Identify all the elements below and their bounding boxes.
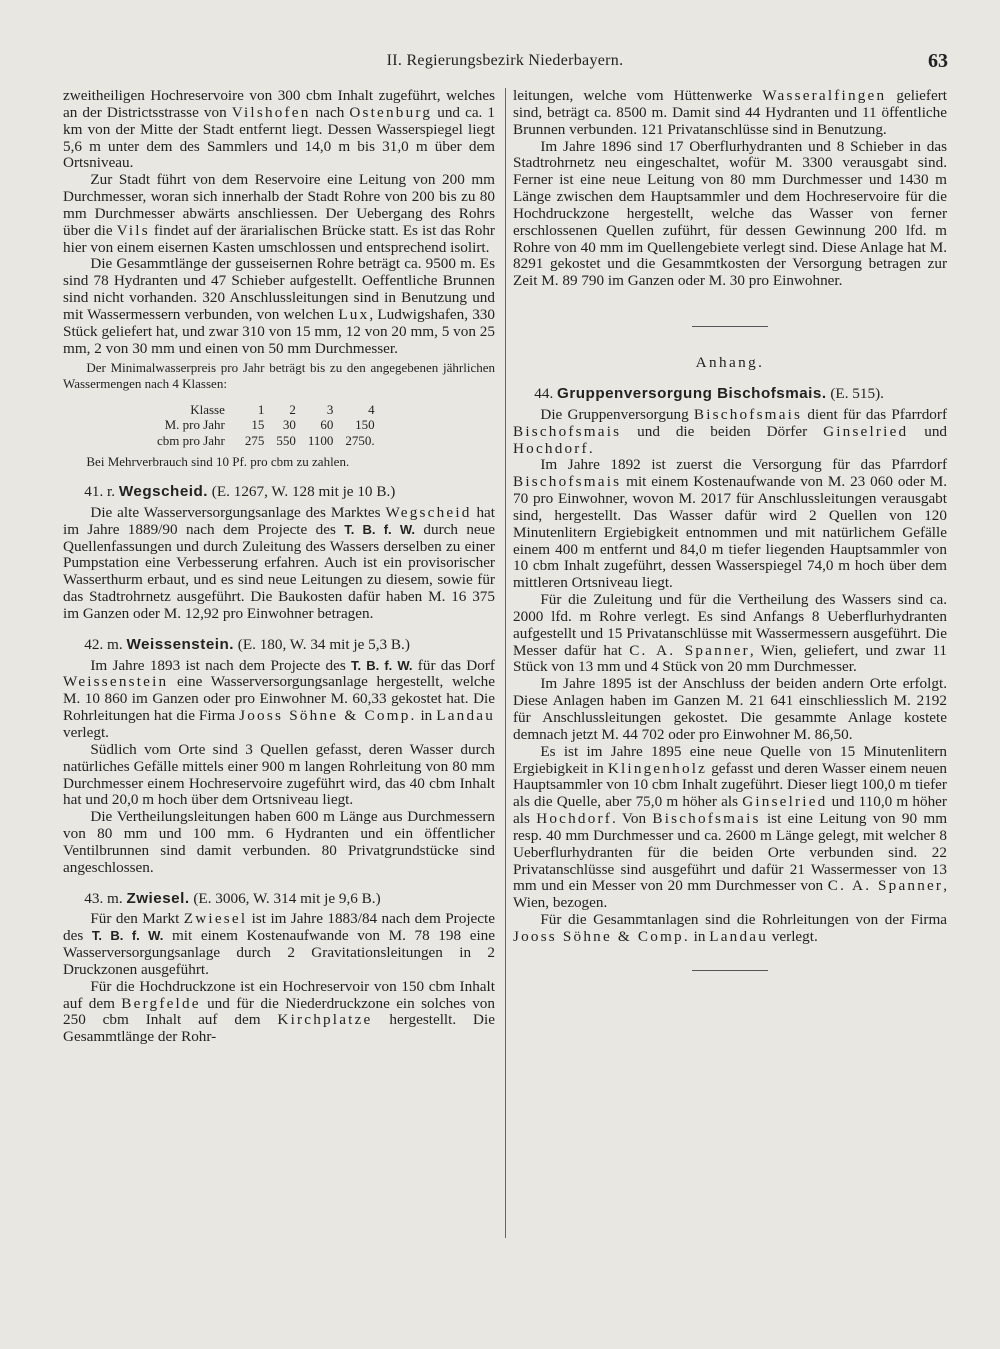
table-row <box>151 417 381 433</box>
table-cell: 4 <box>368 401 375 417</box>
tariff-note: Der Minimalwasserpreis pro Jahr beträgt bis zu den angegebenen jährlichen Wassermengen nach 4 Klassen: <box>63 359 495 391</box>
table-cell: Klasse <box>190 401 225 417</box>
table-row <box>151 433 381 449</box>
right-column <box>513 88 947 999</box>
table-cell: 30 <box>282 417 296 432</box>
table-cell: 2 <box>289 401 296 417</box>
paragraph: zweitheiligen Hochreservoire von 300 cbm Inhalt zugeführt, welches an der Districtsstrasse von Vilshofen nach Ostenburg und ca. 1 km von der Mitte der Stadt entfernt liegt. Dessen Wasserspiegel liegt 5,6 m unter dem des Sammlers und 14,0 m bis 31,0 m über dem Ortsniveau. <box>63 87 496 172</box>
table-cell: 550 <box>276 432 296 448</box>
paragraph: Die Vertheilungsleitungen haben 600 m Länge aus Durchmessern von 80 mm und 100 mm. 6 Hydranten und ein öffentlicher Ventilbrunnen sind damit verbunden. 80 Privatgrundstücke sind angeschlossen. <box>63 808 495 876</box>
table-cell: 60 <box>320 417 334 432</box>
page-header <box>62 50 948 76</box>
section-heading-44: 44. Gruppenversorgung Bischofsmais. (E. 515). <box>534 384 884 402</box>
table-cell: 150 <box>355 417 375 432</box>
left-column <box>63 88 495 1046</box>
page-number: 63 <box>928 50 948 72</box>
section-rule <box>692 326 768 327</box>
paragraph: Für den Markt Zwiesel ist im Jahre 1883/84 nach dem Projecte des T. B. f. W. mit einem Kostenaufwande von M. 78 198 eine Wasserversorgungsanlage durch 2 Gravitationsleitungen in 2 Druckzonen ausgeführt. <box>63 910 495 978</box>
table-row <box>151 402 381 418</box>
table-cell: M. pro Jahr <box>164 417 225 432</box>
paragraph: Im Jahre 1892 ist zuerst die Versorgung für das Pfarrdorf Bischofsmais mit einem Kostenaufwande von M. 23 060 oder M. 70 pro Einwohner, wovon M. 2017 für Anschlussleitungen verausgabt sind, hergestellt. Das Wasser dafür wird 2 Quellen von 120 Minutenlitern Ergiebigkeit entnommen und mit natürlichem Gefälle einem 400 m entfernt und 84,0 m tiefer liegenden Hauptsammler von 10 cbm Inhalt zugeführt, dessen Wasserspiegel 74,0 m hoch über dem mittleren Ortsniveau liegt. <box>513 456 947 592</box>
paragraph: Im Jahre 1895 ist der Anschluss der beiden andern Orte erfolgt. Diese Anlagen haben im Ganzen M. 21 641 einschliesslich M. 2192 für Anschlussleitungen gekostet. Die gesammte Anlage kostete demnach jetzt M. 44 702 oder pro Einwohner M. 86,50. <box>513 675 947 743</box>
tariff-note: Bei Mehrverbrauch sind 10 Pf. pro cbm zu zahlen. <box>86 454 350 469</box>
paragraph: Für die Hochdruckzone ist ein Hochreservoir von 150 cbm Inhalt auf dem Bergfelde und für die Niederdruckzone ein solches von 250 cbm Inhalt auf dem Kirchplatze hergestellt. Die Gesammtlänge der Rohr- <box>63 977 495 1046</box>
paragraph: Die alte Wasserversorgungsanlage des Marktes Wegscheid hat im Jahre 1889/90 nach dem Projecte des T. B. f. W. durch neue Quellenfassungen und durch Zuleitung des Wassers derselben zu einer Pumpstation eine Verbesserung erfahren. Auch ist ein provisorischer Wasserthurm erbaut, und es sind neue Leitungen zu diesem, sowie für das Stadtrohrnetz ausgeführt. Die Baukosten dafür haben M. 16 375 im Ganzen oder M. 12,92 pro Einwohner betragen. <box>63 503 495 622</box>
section-heading-43: 43. m. Zwiesel. (E. 3006, W. 314 mit je 9,6 B.) <box>84 889 381 907</box>
running-head: II. Regierungsbezirk Niederbayern. <box>386 52 624 69</box>
tariff-table <box>151 402 381 449</box>
table-cell: 2750. <box>345 432 375 448</box>
table-cell: 3 <box>326 401 334 417</box>
paragraph: Für die Zuleitung und für die Vertheilung des Wassers sind ca. 2000 lfd. m Rohre verlegt. Es sind Anfangs 8 Ueberflurhydranten aufgestellt und 15 Privatanschlüsse mit Wassermessern ausgeführt. Die Messer dafür hat C. A. Spanner, Wien, geliefert, und zwar 11 Stück von 13 mm und 4 Stück von 20 mm Durchmesser. <box>513 591 947 676</box>
table-cell: 275 <box>244 432 265 448</box>
paragraph: leitungen, welche vom Hüttenwerke Wasseralfingen geliefert sind, beträgt ca. 8500 m. Damit sind 44 Hydranten und 11 öffentliche Brunnen verbunden. 121 Privatanschlüsse sind in Benutzung. <box>513 87 947 138</box>
paragraph: Im Jahre 1893 ist nach dem Projecte des T. B. f. W. für das Dorf Weissenstein eine Wasserversorgungsanlage hergestellt, welche M. 10 860 im Ganzen oder pro Einwohner M. 60,33 gekostet hat. Die Rohrleitungen hat die Firma Jooss Söhne & Comp. in Landau verlegt. <box>63 656 495 741</box>
section-heading-41: 41. r. Wegscheid. (E. 1267, W. 128 mit je 10 B.) <box>84 483 396 500</box>
paragraph: Die Gesammtlänge der gusseisernen Rohre beträgt ca. 9500 m. Es sind 78 Hydranten und 47 Schieber aufgestellt. Oeffentliche Brunnen sind nicht vorhanden. 320 Anschlussleitungen sind in Benutzung und mit Wassermessern verbunden, von welchen Lux, Ludwigshafen, 330 Stück geliefert hat, und zwar 310 von 15 mm, 12 von 20 mm, 5 von 25 mm, 2 von 30 mm und einen von 50 mm Durchmesser. <box>63 255 495 357</box>
table-cell: 15 <box>251 417 265 432</box>
section-heading-42: 42. m. Weissenstein. (E. 180, W. 34 mit je 5,3 B.) <box>84 635 410 653</box>
paragraph: Südlich vom Orte sind 3 Quellen gefasst, deren Wasser durch natürliches Gefälle mittels einer 900 m langen Rohrleitung von 80 mm Durchmesser einem Hochreservoire zugeführt wird, das 40 cbm Inhalt hat und 20,0 m hoch über dem Ortsniveau liegt. <box>63 740 495 809</box>
table-cell: 1100 <box>307 432 334 448</box>
paragraph: Es ist im Jahre 1895 eine neue Quelle von 15 Minutenlitern Ergiebigkeit in Klingenholz gefasst und deren Wasser einem neuen Hauptsammler von 10 cbm Inhalt zugeführt. Dieser liegt 100,0 m tiefer als die Quelle, aber 75,0 m höher als Ginselried und 110,0 m höher als Hochdorf. Von Bischofsmais ist eine Leitung von 90 mm resp. 40 mm Durchmesser und ca. 2600 m Länge gelegt, mit welcher 8 Ueberflurhydranten für die beiden Orte verbunden sind. 22 Privatanschlüsse sind ausgeführt und dafür 21 Wassermesser von 13 mm und ein Messer von 20 mm Durchmesser von C. A. Spanner, Wien, bezogen. <box>513 742 948 912</box>
column-divider <box>505 88 506 1238</box>
paragraph: Zur Stadt führt von dem Reservoire eine Leitung von 200 mm Durchmesser, woran sich innerhalb der Stadt Rohre von 200 bis zu 80 mm Durchmesser abwärts anschliessen. Der Uebergang des Rohrs über die Vils findet auf der ärarialischen Brücke statt. Es ist das Rohr hier von einem eisernen Kasten umschlossen und entsprechend isolirt. <box>63 171 495 256</box>
appendix-heading: Anhang. <box>695 354 765 372</box>
end-rule <box>692 970 768 971</box>
paragraph: Im Jahre 1896 sind 17 Oberflurhydranten und 8 Schieber in das Stadtrohrnetz neu eingeschaltet, wofür M. 3300 verausgabt sind. Ferner ist eine neue Leitung von 80 mm Durchmesser und 1430 m Länge zwischen dem Hauptsammler und dem Hochreservoire für die Hochdruckzone hergestellt, welche das Wasser von ferner erschlossenen Quellen zuführt, für dessen Gewinnung 200 lfd. m Rohre von 40 mm im Quellengebiete verlegt sind. Diese Anlage hat M. 8291 gekostet und die Gesammtkosten der Versorgung betragen zur Zeit M. 89 790 im Ganzen oder M. 30 pro Einwohner. <box>513 137 947 290</box>
paragraph: Die Gruppenversorgung Bischofsmais dient für das Pfarrdorf Bischofsmais und die beiden Dörfer Ginselried und Hochdorf. <box>513 405 948 457</box>
paragraph: Für die Gesammtanlagen sind die Rohrleitungen von der Firma Jooss Söhne & Comp. in Landau verlegt. <box>513 911 947 945</box>
table-cell: 1 <box>257 401 265 417</box>
table-cell: cbm pro Jahr <box>157 432 225 448</box>
